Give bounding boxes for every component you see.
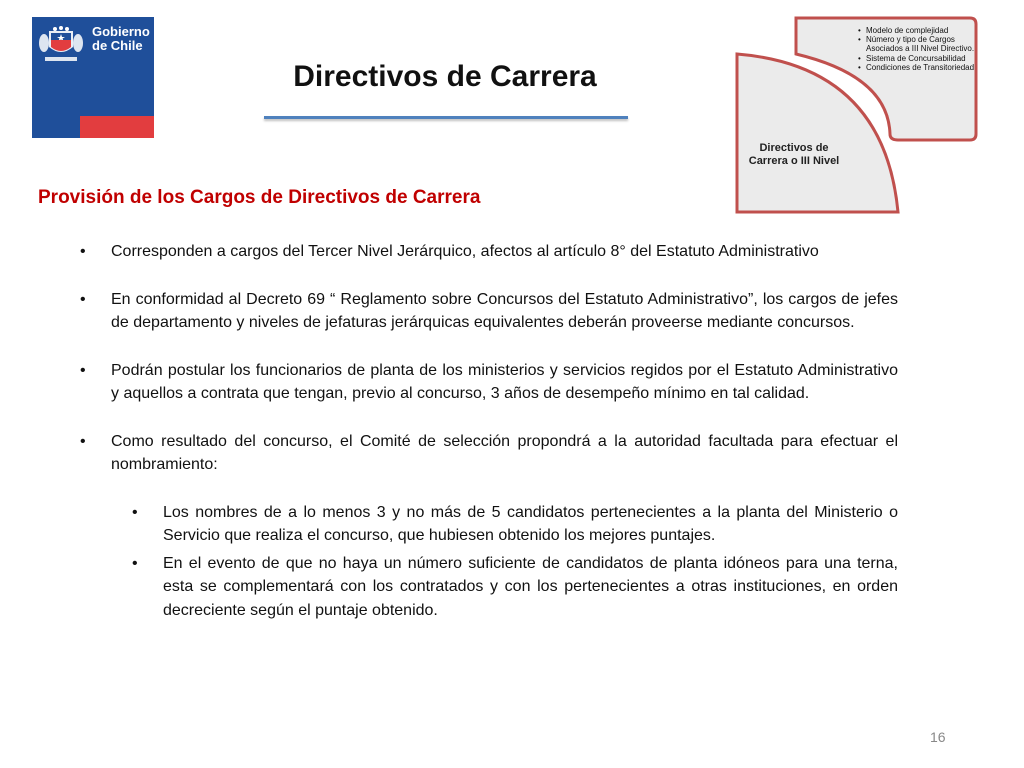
spacer <box>60 264 898 288</box>
section-subtitle: Provisión de los Cargos de Directivos de Carrera <box>38 187 481 208</box>
hierarchy-diagram <box>734 16 984 218</box>
slide-title: Directivos de Carrera <box>293 60 597 93</box>
bullet-icon: • <box>80 290 86 308</box>
page-number: 16 <box>930 729 946 745</box>
list-item <box>60 288 898 335</box>
diagram-list <box>856 26 986 72</box>
diagram-item: • Condiciones de Transitoriedad <box>866 63 986 72</box>
bullet-icon: • <box>80 432 86 450</box>
list-item <box>60 240 898 264</box>
sub-list-item-text: Los nombres de a lo menos 3 y no más de 5 candidatos pertenecientes a la planta del Ministerio o Servicio que realiza el concurso, que hubiesen obtenido los mejores puntajes. <box>163 503 898 544</box>
bullet-icon: • <box>132 554 138 572</box>
title-underline <box>264 116 628 119</box>
diagram-item: • Modelo de complejidad <box>866 26 986 35</box>
logo-line-2: de Chile <box>92 38 143 53</box>
bullet-icon: • <box>80 243 86 260</box>
spacer <box>60 335 898 359</box>
list-item <box>60 430 898 477</box>
coat-of-arms-icon <box>37 25 85 65</box>
spacer <box>60 406 898 430</box>
sub-list-item-text: En el evento de que no haya un número suficiente de candidatos de planta idóneos para una terna, esta se complementará con los contratados y con los pertenecientes a otras instituciones, en orden decreciente según el puntaje obtenido. <box>163 554 898 619</box>
bullet-icon: • <box>132 503 138 521</box>
list-item-text: En conformidad al Decreto 69 “ Reglamento sobre Concursos del Estatuto Administrativo”, los cargos de jefes de departamento y niveles de jefaturas jerárquicas equivalentes deberán proveerse mediante concursos. <box>111 290 898 331</box>
logo-red-bar <box>80 116 154 138</box>
gobierno-de-chile-logo <box>32 17 154 138</box>
diagram-label-line-2: Carrera o III Nivel <box>748 155 840 167</box>
bullet-list <box>60 240 898 622</box>
logo-blue-bar <box>32 116 80 138</box>
spacer <box>60 477 898 501</box>
diagram-label-line-1: Directivos de <box>759 142 829 154</box>
list-item-text: Podrán postular los funcionarios de planta de los ministerios y servicios regidos por el Estatuto Administrativo y aquellos a contrata que tengan, previo al concurso, 3 años de desempeño mínimo en tal calidad. <box>111 361 898 402</box>
diagram-item: • Sistema de Concursabilidad <box>866 54 986 63</box>
diagram-label <box>734 142 854 168</box>
list-item <box>60 359 898 406</box>
sub-list-item <box>60 501 898 548</box>
diagram-item: • Número y tipo de Cargos Asociados a III Nivel Directivo. <box>866 35 986 53</box>
logo-text <box>92 25 150 53</box>
list-item-text: Como resultado del concurso, el Comité de selección propondrá a la autoridad facultada para efectuar el nombramiento: <box>111 432 898 473</box>
list-item-text: Corresponden a cargos del Tercer Nivel Jerárquico, afectos al artículo 8° del Estatuto Administrativo <box>111 243 819 260</box>
sub-list-item <box>60 552 898 623</box>
logo-line-1: Gobierno <box>92 24 150 39</box>
bullet-icon: • <box>80 361 86 379</box>
